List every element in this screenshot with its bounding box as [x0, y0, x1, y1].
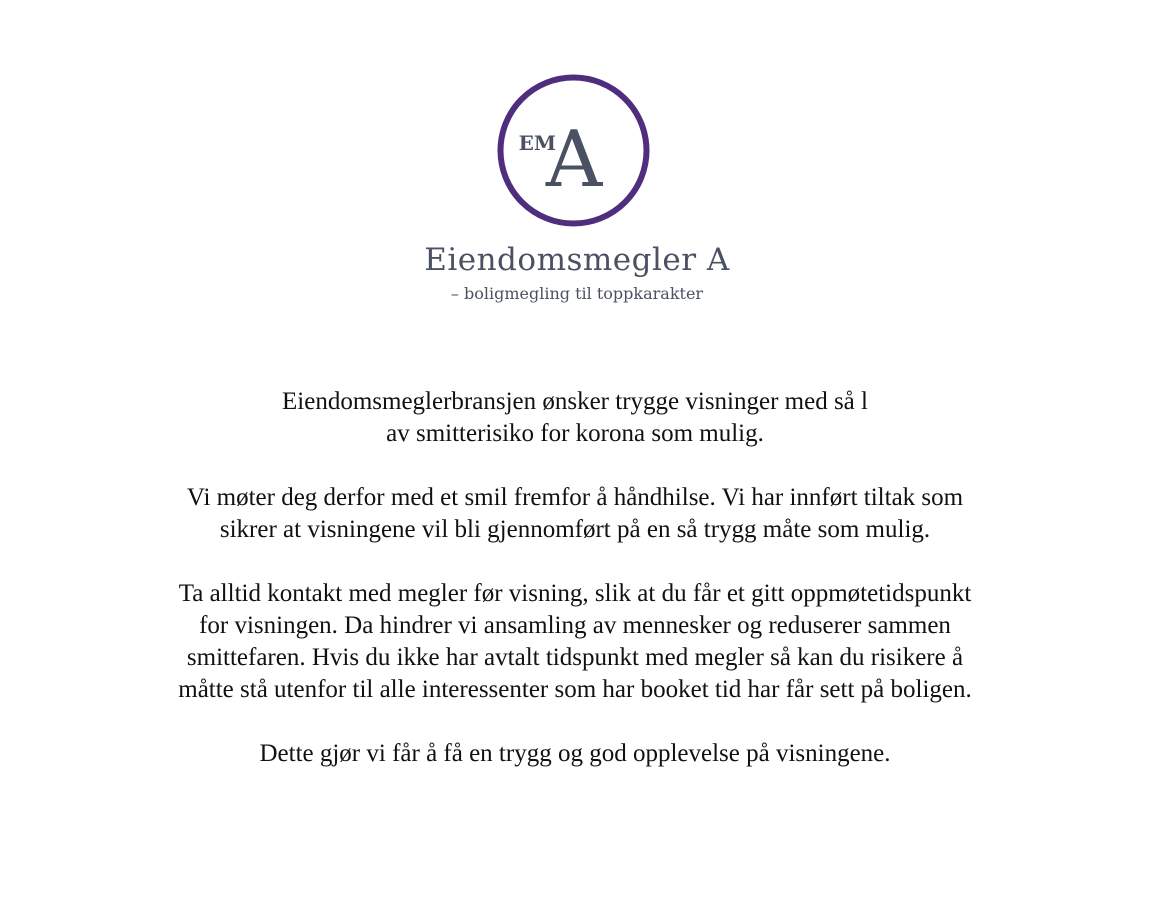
text-line: av smitterisiko for korona som mulig. [386, 420, 764, 447]
paragraph-intro [110, 386, 1040, 450]
text-line: Eiendomsmeglerbransjen ønsker trygge visninger med så l [282, 388, 868, 415]
paragraph-closing [110, 738, 1040, 770]
logo-monogram-small: EM [518, 131, 556, 155]
text-line: Ta alltid kontakt med megler før visning, slik at du får et gitt oppmøtetidspunkt [178, 580, 972, 607]
text-line: for visningen. Da hindrer vi ansamling av mennesker og reduserer sammen [199, 612, 951, 639]
text-line: sikrer at visningene vil bli gjennomført på en så trygg måte som mulig. [219, 516, 931, 543]
brand-tagline: – boligmegling til toppkarakter [450, 284, 704, 303]
logo-monogram-large: A [545, 115, 603, 205]
text-line: Dette gjør vi får å få en trygg og god opplevelse på visningene. [259, 740, 891, 767]
text-line: smittefaren. Hvis du ikke har avtalt tidspunkt med megler så kan du risikere å [186, 644, 964, 671]
paragraph-contact [110, 578, 1040, 706]
text-line: måtte stå utenfor til alle interessenter som har booket tid har får sett på boligen. [178, 676, 972, 703]
text-line: Vi møter deg derfor med et smil fremfor å håndhilse. Vi har innført tiltak som [186, 484, 964, 511]
notice-text [110, 386, 1040, 802]
brand-logo-emblem [496, 73, 651, 228]
brand-name: Eiendomsmegler A [424, 242, 730, 278]
paragraph-greeting [110, 482, 1040, 546]
